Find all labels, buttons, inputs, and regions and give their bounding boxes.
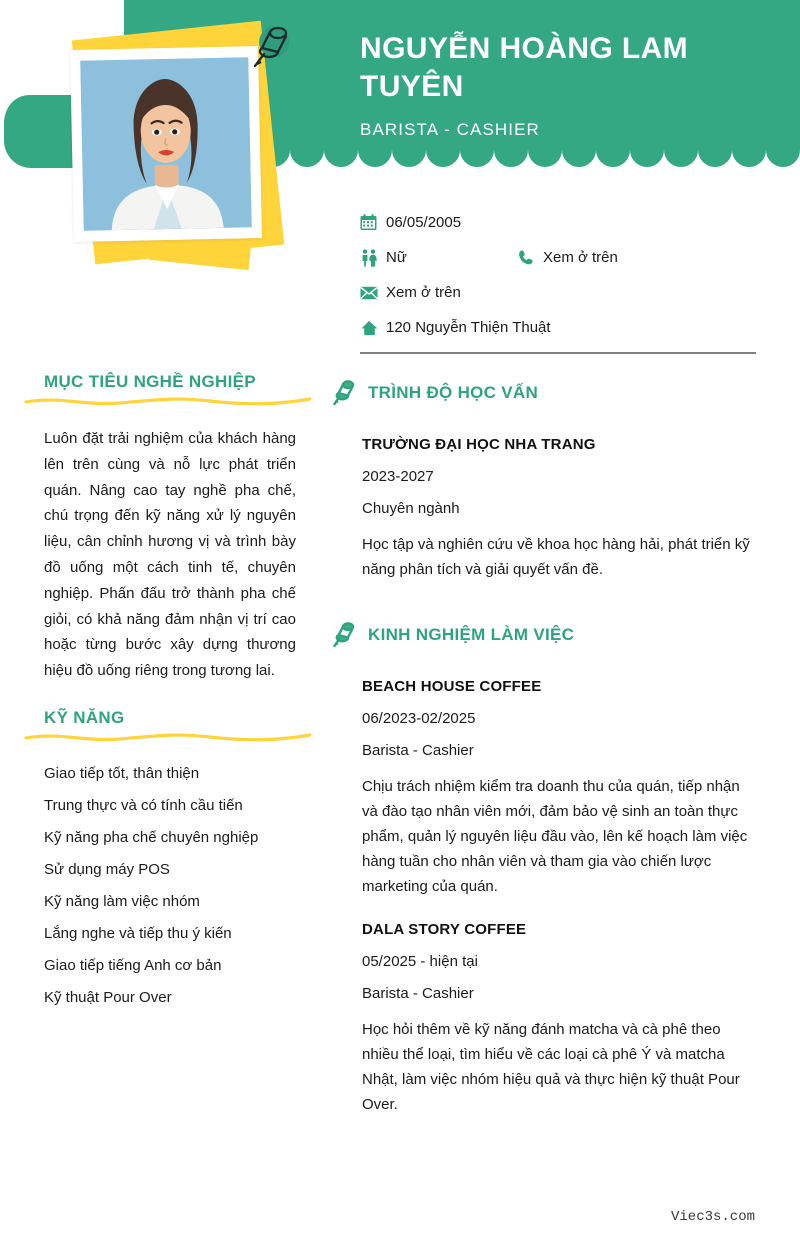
section-skills-header <box>0 708 330 744</box>
education-major: Chuyên ngành <box>362 500 460 517</box>
portrait-photo <box>80 57 252 230</box>
job-title: BARISTA - CASHIER <box>360 119 540 139</box>
phone-value: Xem ở trên <box>543 249 618 266</box>
contact-info <box>360 205 760 345</box>
watermark: Viec3s.com <box>670 1209 755 1225</box>
education-description: Học tập và nghiên cứu về khoa học hàng hải, phát triển kỹ năng phân tích và giải quyết vấn đề. <box>362 536 750 579</box>
list-item: Trung thực và có tính cầu tiến <box>44 797 243 815</box>
photo-decoration-group <box>0 0 340 290</box>
avatar <box>70 46 262 242</box>
phone-icon <box>517 249 543 267</box>
experience-position: Barista - Cashier <box>362 742 474 760</box>
contact-birthdate <box>360 214 517 231</box>
home-icon <box>360 320 386 336</box>
list-item: Giao tiếp tiếng Anh cơ bản <box>44 957 222 975</box>
education-school: TRƯỜNG ĐẠI HỌC NHA TRANG <box>362 436 596 453</box>
right-column <box>330 378 800 1118</box>
contact-row <box>360 310 760 345</box>
experience-company: DALA STORY COFFEE <box>362 921 527 939</box>
address-value: 120 Nguyễn Thiện Thuật <box>386 319 551 336</box>
contact-divider <box>360 352 756 354</box>
name-block <box>360 30 780 140</box>
pushpin-icon <box>330 620 358 650</box>
pushpin-icon <box>330 378 358 408</box>
contact-address <box>360 319 551 336</box>
page-title: NGUYỄN HOÀNG LAM TUYÊN <box>360 32 689 104</box>
wave-underline-icon <box>24 396 312 408</box>
list-item: Kỹ thuật Pour Over <box>44 989 172 1007</box>
experience-company: BEACH HOUSE COFFEE <box>362 678 542 696</box>
gender-icon <box>360 249 386 267</box>
contact-row <box>360 240 760 275</box>
experience-entry <box>362 656 756 899</box>
birthdate-value: 06/05/2005 <box>386 214 462 231</box>
skills-title: KỸ NĂNG <box>44 707 125 727</box>
section-experience-header <box>330 620 800 650</box>
experience-position: Barista - Cashier <box>362 985 474 1003</box>
education-period: 2023-2027 <box>362 468 434 485</box>
pushpin-icon <box>248 22 296 76</box>
experience-period: 06/2023-02/2025 <box>362 710 476 728</box>
section-education-header <box>330 378 800 408</box>
experience-description: Chịu trách nhiệm kiểm tra doanh thu của quán, tiếp nhận và đào tạo nhân viên mới, đảm bảo vệ sinh an toàn thực phẩm, quản lý nguyên liệu đầu vào, lên kế hoạch làm việc hàng tuần cho nhân viên và tham gia vào chiến lược marketing của quán. <box>362 778 748 896</box>
objective-title: MỤC TIÊU NGHỀ NGHIỆP <box>44 372 256 391</box>
contact-phone <box>517 249 618 267</box>
skills-list <box>44 758 330 1014</box>
contact-row <box>360 205 760 240</box>
experience-period: 05/2025 - hiện tại <box>362 953 478 971</box>
list-item: Kỹ năng làm việc nhóm <box>44 893 200 911</box>
section-objective-header <box>0 372 330 408</box>
calendar-icon <box>360 214 386 231</box>
experience-description: Học hỏi thêm về kỹ năng đánh matcha và cà phê theo nhiều thể loại, tìm hiểu về các loại cà phê Ý và matcha Nhật, làm việc nhóm hiệu quả và thực hiện kỹ thuật Pour Over. <box>362 1021 740 1114</box>
email-icon <box>360 286 386 300</box>
education-entry <box>362 414 756 582</box>
email-value: Xem ở trên <box>386 284 461 301</box>
experience-entry <box>362 899 756 1117</box>
education-title: TRÌNH ĐỘ HỌC VẤN <box>368 383 539 402</box>
list-item: Kỹ năng pha chế chuyên nghiệp <box>44 829 259 847</box>
contact-row <box>360 275 760 310</box>
gender-value: Nữ <box>386 249 407 266</box>
list-item: Giao tiếp tốt, thân thiện <box>44 765 200 783</box>
contact-email <box>360 284 517 301</box>
list-item: Lắng nghe và tiếp thu ý kiến <box>44 925 232 943</box>
left-column <box>0 372 330 1014</box>
contact-gender <box>360 249 517 267</box>
objective-text: Luôn đặt trải nghiệm của khách hàng lên trên cùng và nỗ lực phát triển quán. Nâng cao tay nghề pha chế, chú trọng đến kỹ năng xử lý nguyên liệu, cân chỉnh hương vị và trình bày đồ uống một cách tinh tế, chuyên nghiệp. Phấn đấu trở thành pha chế giỏi, có khả năng đảm nhận vị trí cao hoặc từng bước xây dựng thương hiệu đồ uống riêng trong tương lai. <box>44 430 296 680</box>
experience-title: KINH NGHIỆM LÀM VIỆC <box>368 625 575 645</box>
wave-underline-icon <box>24 732 312 744</box>
list-item: Sử dụng máy POS <box>44 861 170 879</box>
